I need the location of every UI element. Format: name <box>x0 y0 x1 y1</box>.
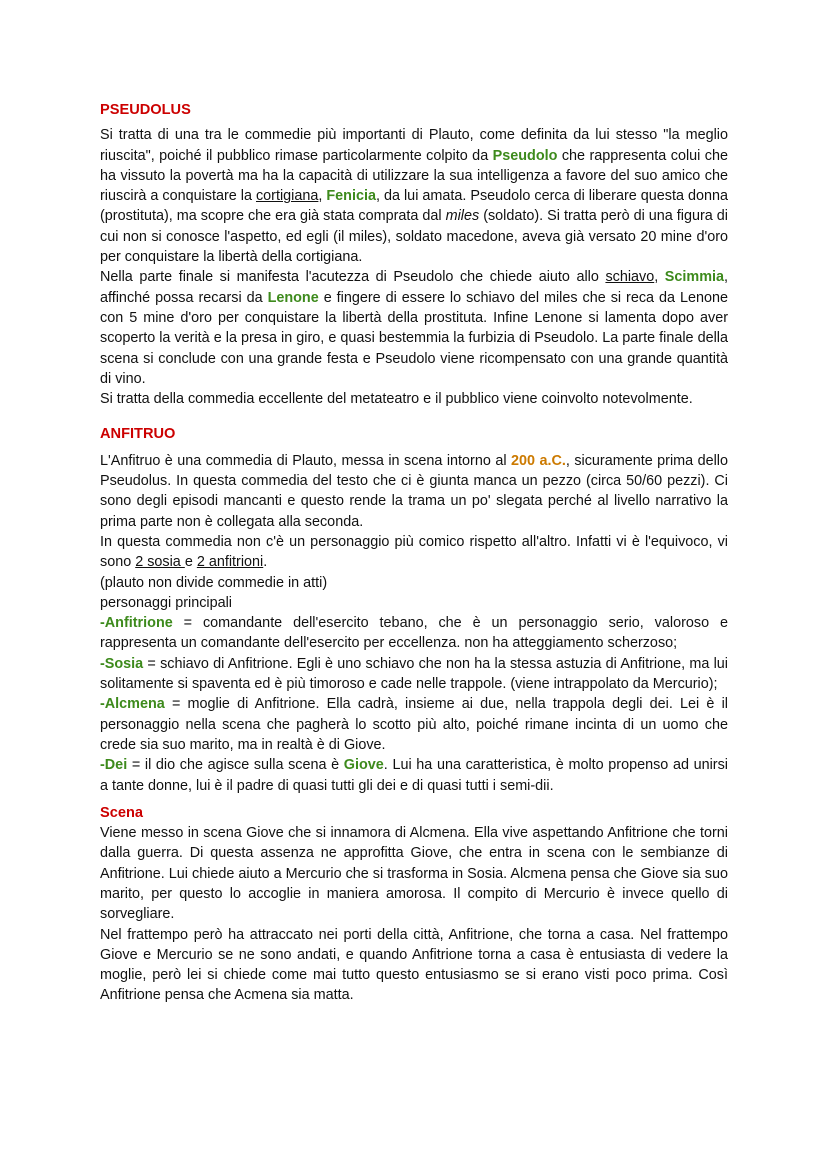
text-span: In questa commedia non c'è un personaggio più comico rispetto all'altro. Infatti vi è l'equivoco, vi sono <box>100 533 728 571</box>
character-desc: = moglie di Anfitrione. Ella cadrà, insieme ai due, nella trappola degli dei. Lei è il personaggio nella scena che pagherà lo scotto più alto, poiché rimane incinta di un uomo che crede sia suo marito, ma in realtà è di Giove. <box>100 696 728 753</box>
text-span: . <box>263 554 268 571</box>
highlight-giove: Giove <box>343 757 384 774</box>
underlined-cortigiana: cortigiana <box>255 188 319 205</box>
section-title-anfitruo: ANFITRUO <box>100 426 176 443</box>
text-span: = il dio che agisce sulla scena è <box>127 757 344 774</box>
character-alcmena <box>100 694 728 755</box>
pseudolus-paragraph-3: Si tratta della commedia eccellente del metateatro e il pubblico viene coinvolto notevolmente. <box>100 391 693 408</box>
text-span: . Lui ha una caratteristica, è molto propenso ad unirsi a tante donne, lui è il padre di quasi tutti gli dei e di quasi tutti i semi-dii. <box>100 757 728 794</box>
text-span: (soldato). Si tratta però di una figura di cui non si conosce l'aspetto, ed egli (il miles), soldato macedone, aveva già versato 20 mine d'oro per conquistare la libertà della cortigiana. <box>100 208 728 266</box>
text-span: , affinché possa recarsi da <box>100 269 728 306</box>
section-title-scena: Scena <box>100 804 143 821</box>
highlight-fenicia: Fenicia <box>326 188 376 205</box>
highlight-date: 200 a.C. <box>510 452 566 469</box>
character-dei <box>100 755 728 796</box>
text-span: , da lui amata. Pseudolo cerca di liberare questa donna (prostituta), ma scopre che era già stata comprata dal <box>100 188 728 225</box>
character-desc: = comandante dell'esercito tebano, che è un personaggio serio, valoroso e rappresenta un comandante dell'esercito per eccellenza. non ha atteggiamento scherzoso; <box>100 615 728 652</box>
character-desc: = schiavo di Anfitrione. Egli è uno schiavo che non ha la stessa astuzia di Anfitrione, ma lui solitamente si spaventa ed è più timoroso e cade nelle trappole. (viene intrappolato da Mercurio); <box>100 655 728 693</box>
character-name: -Dei <box>100 757 128 774</box>
character-name: -Anfitrione <box>100 615 173 632</box>
underlined-anfitrioni: 2 anfitrioni <box>196 554 264 571</box>
document-page <box>100 96 728 1006</box>
text-span: , <box>654 269 665 286</box>
characters-heading: personaggi principali <box>100 594 232 611</box>
text-span: , <box>318 188 327 205</box>
anfitruo-paragraph-1 <box>100 451 728 532</box>
scena-paragraph-2: Nel frattempo però ha attraccato nei porti della città, Anfitrione, che torna a casa. Nel frattempo Giove e Mercurio se ne sono andati, e quando Anfitrione torna a casa è entusiasta di vedere la moglie, però lei si chiede come mai tutto questo entusiasmo se si erano visti poco prima. Così Anfitrione pensa che Acmena sia matta. <box>100 926 728 1004</box>
pseudolus-paragraph-2 <box>100 267 728 389</box>
text-span: , sicuramente prima dello Pseudolus. In questa commedia del testo che ci è giunta manca un pezzo (circa 50/60 pezzi). Ci sono degli episodi mancanti e questo rende la trama un po' slegata perché al livello narrativo la prima parte non è collegata alla seconda. <box>100 452 729 530</box>
scena-paragraph-1: Viene messo in scena Giove che si innamora di Alcmena. Ella vive aspettando Anfitrione che torni dalla guerra. Di questa assenza ne approfitta Giove, che entra in scena con le sembianze di Anfitrione. Lui chiede aiuto a Mercurio che si trasforma in Sosia. Alcmena pensa che Giove sia suo marito, per questo lo accoglie in maniera amorosa. Il compito di Mercurio è invece quello di sorvegliare. <box>100 825 728 923</box>
pseudolus-paragraph-1 <box>100 125 728 267</box>
note-atti: (plauto non divide commedie in atti) <box>100 574 328 591</box>
character-name: -Alcmena <box>100 696 165 713</box>
underlined-sosia: 2 sosia <box>135 554 185 571</box>
highlight-pseudolo: Pseudolo <box>492 147 558 164</box>
character-name: -Sosia <box>100 655 144 672</box>
text-span: Nella parte finale si manifesta l'acutezza di Pseudolo che chiede aiuto allo <box>100 269 606 286</box>
text-span: Si tratta di una tra le commedie più importanti di Plauto, come definita da lui stesso "la meglio riuscita", poiché il pubblico rimase particolarmente colpito da <box>100 127 728 164</box>
character-sosia <box>100 654 728 695</box>
highlight-scimmia: Scimmia <box>664 269 724 286</box>
anfitruo-paragraph-2 <box>100 532 728 573</box>
character-anfitrione <box>100 613 728 654</box>
text-span: e fingere di essere lo schiavo del miles che si reca da Lenone con 5 mine d'oro per conquistare la libertà della prostituta. Infine Lenone si lamenta dopo aver scoperto la verità e la presa in giro, e quasi bestemmia la furbizia di Pseudolo. La parte finale della scena si conclude con una grande festa e Pseudolo viene ricompensato con una grande quantità di vino. <box>100 289 728 387</box>
text-span: L'Anfitruo è una commedia di Plauto, messa in scena intorno al <box>100 452 511 469</box>
text-span: e <box>184 554 197 571</box>
section-title-pseudolus: PSEUDOLUS <box>100 102 191 118</box>
text-span: che rappresenta colui che ha vissuto la povertà ma ha la capacità di utilizzare la sua intelligenza a favore del suo amico che riuscirà a conquistare la <box>100 147 728 205</box>
highlight-lenone: Lenone <box>267 289 319 306</box>
underlined-schiavo: schiavo <box>605 269 655 286</box>
italic-miles: miles <box>445 208 480 225</box>
